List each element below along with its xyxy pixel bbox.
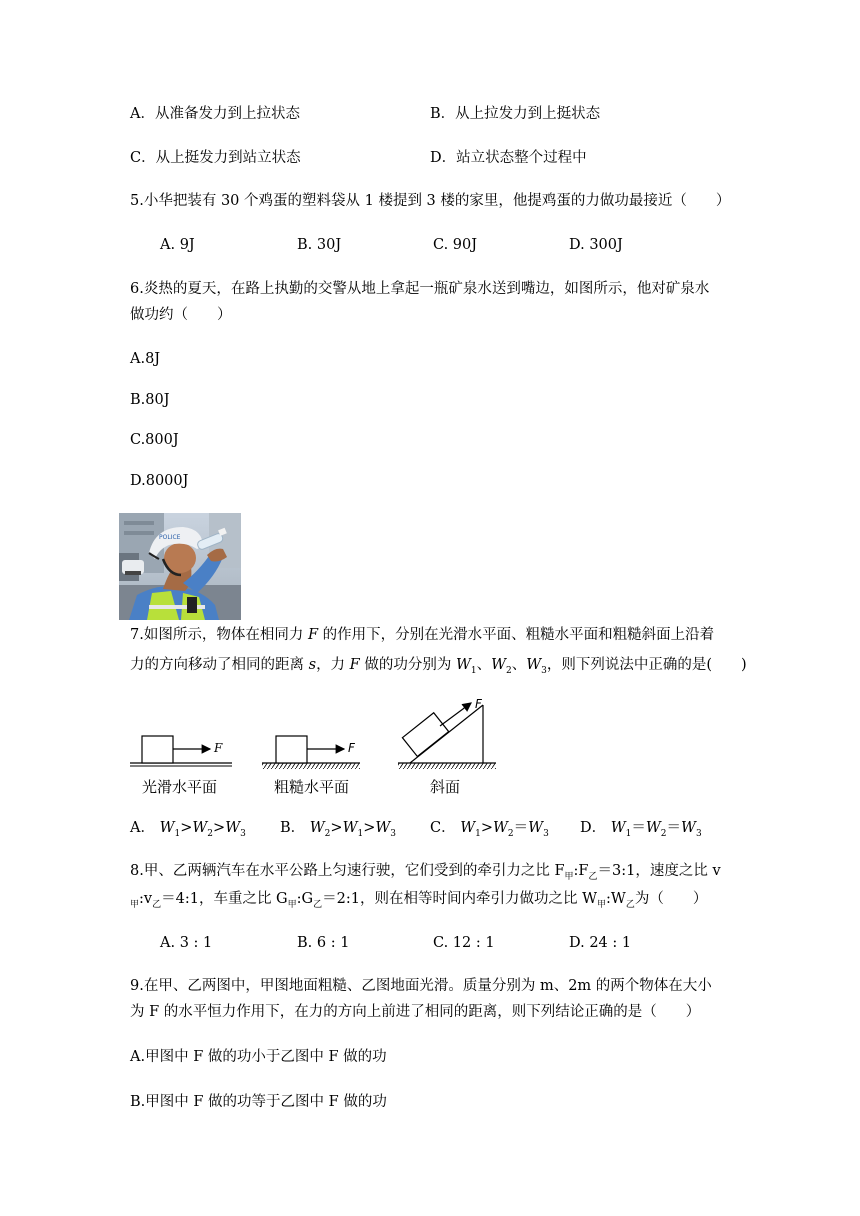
q6-option-d: D.8000J: [130, 473, 189, 489]
q7-force-diagrams: [128, 696, 508, 800]
q6-stem-line2: 做功约（ ）: [130, 307, 232, 323]
q6-option-a: A.8J: [130, 351, 161, 367]
q5-option-d: D. 300J: [569, 237, 623, 253]
incline-diagram: [398, 697, 496, 769]
police-drinking-photo: [119, 513, 241, 620]
fig-label-rough: 粗糙水平面: [274, 778, 350, 796]
q9-option-b: B.甲图中 F 做的功等于乙图中 F 做的功: [130, 1094, 387, 1110]
q6-option-b: B.80J: [130, 392, 170, 408]
q4-option-a: A．从准备发力到上拉状态: [130, 106, 300, 122]
q7-stem-line2: 力的方向移动了相同的距离 s，力 F 做的功分别为 $W_1$、$W_2$、$W_3$，则下列说法中正确的是( ): [130, 657, 747, 676]
q4-option-b: B．从上拉发力到上挺状态: [430, 106, 601, 122]
q4-option-d: D．站立状态整个过程中: [430, 150, 587, 166]
q7-option-b: B． $W_2>W_1>W_3$: [280, 820, 396, 839]
helmet-badge-text: POLICE: [159, 534, 181, 541]
smooth-plane-diagram: [130, 736, 232, 766]
q8-option-b: B. 6 : 1: [297, 935, 350, 951]
q7-option-a: A． $W_1>W_2>W_3$: [130, 820, 246, 839]
q7-stem-line1: 7.如图所示，物体在相同力 F 的作用下，分别在光滑水平面、粗糙水平面和粗糙斜面上沿着: [130, 627, 715, 643]
rough-plane-diagram: [262, 736, 360, 769]
q6-option-c: C.800J: [130, 432, 179, 448]
q9-stem-line1: 9.在甲、乙两图中，甲图地面粗糙、乙图地面光滑。质量分别为 m、2m 的两个物体在大小: [130, 978, 712, 994]
q4-option-c: C．从上挺发力到站立状态: [130, 150, 301, 166]
q6-stem-line1: 6.炎热的夏天，在路上执勤的交警从地上拿起一瓶矿泉水送到嘴边，如图所示，他对矿泉水: [130, 281, 710, 297]
q5-option-b: B. 30J: [297, 237, 342, 253]
q5-option-a: A. 9J: [160, 237, 195, 253]
q7-option-d: D． $W_1=W_2=W_3$: [580, 820, 702, 839]
q9-option-a: A.甲图中 F 做的功小于乙图中 F 做的功: [130, 1049, 387, 1065]
force-label-1: F: [214, 741, 223, 755]
q8-stem-line2: $_甲:v_乙=4:1$，车重之比 $G_甲:G_乙=2:1$，则在相等时间内牵引力做功之比 $W_甲:W_乙$为（ ）: [130, 891, 708, 910]
q5-option-c: C. 90J: [433, 237, 478, 253]
q8-option-a: A. 3 : 1: [160, 935, 213, 951]
q7-option-c: C． $W_1>W_2=W_3$: [430, 820, 549, 839]
q8-option-d: D. 24 : 1: [569, 935, 632, 951]
force-label-2: F: [348, 741, 355, 755]
fig-label-incline: 斜面: [430, 778, 461, 796]
force-label-3: F: [475, 697, 482, 711]
q9-stem-line2: 为 F 的水平恒力作用下，在力的方向上前进了相同的距离，则下列结论正确的是（ ）: [130, 1004, 701, 1020]
q8-option-c: C. 12 : 1: [433, 935, 495, 951]
q8-stem-line1: 8.甲、乙两辆汽车在水平公路上匀速行驶，它们受到的牵引力之比 $F_甲:F_乙=3:1$，速度之比 v: [130, 863, 721, 882]
fig-label-smooth: 光滑水平面: [142, 778, 218, 796]
q5-stem: 5.小华把装有 30 个鸡蛋的塑料袋从 1 楼提到 3 楼的家里，他提鸡蛋的力做功最接近（ ）: [130, 193, 731, 209]
